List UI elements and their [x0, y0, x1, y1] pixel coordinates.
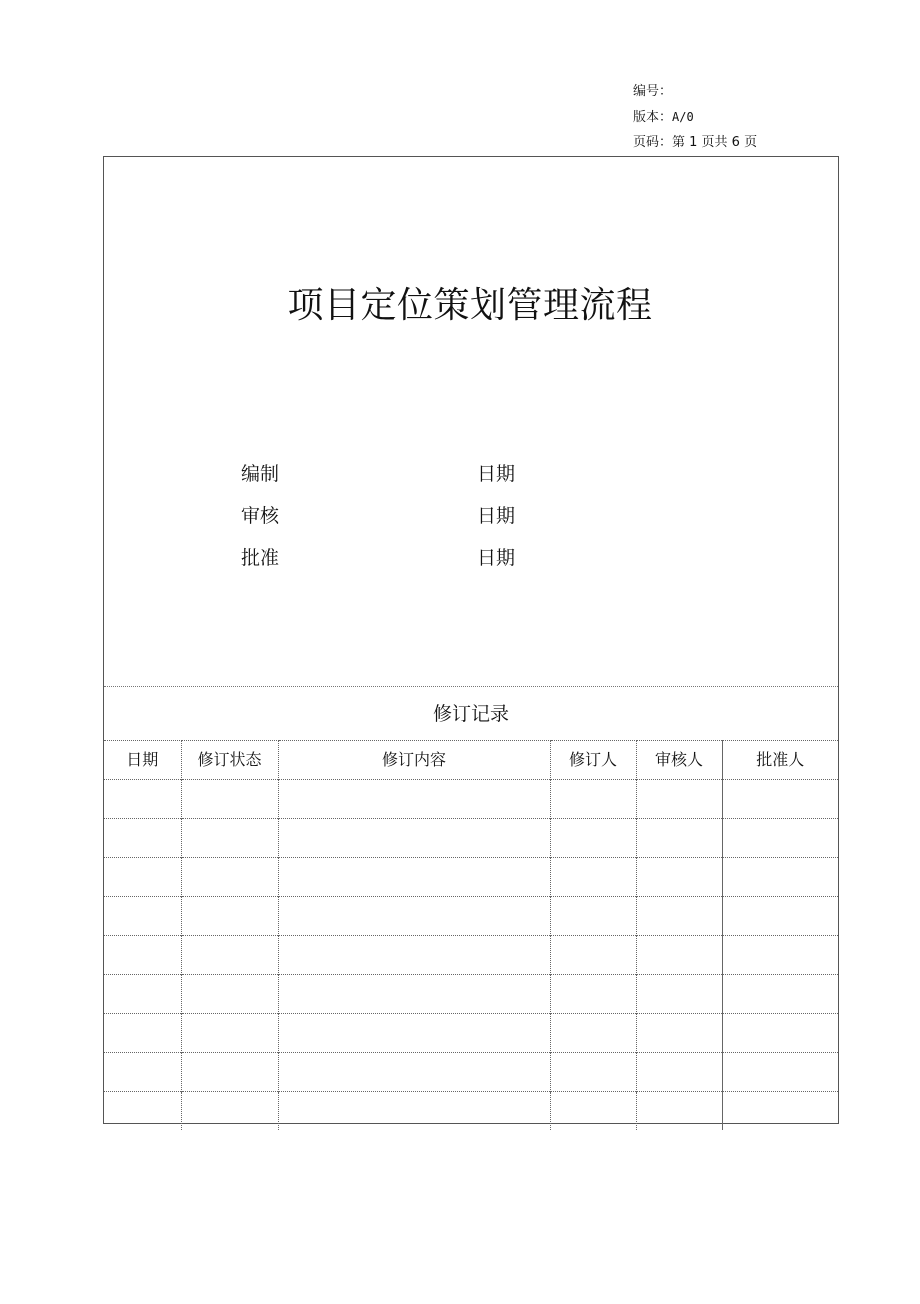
cell-reviser[interactable]: [550, 1092, 636, 1131]
col-header-content: 修订内容: [278, 741, 550, 780]
cell-reviewer[interactable]: [636, 1053, 722, 1092]
revision-record-title: 修订记录: [432, 703, 509, 725]
signoff-role-approved: 批准: [241, 547, 280, 569]
page-indicator: [633, 135, 757, 151]
revision-header-row: [104, 741, 838, 780]
revision-table: [104, 740, 838, 1130]
table-row: [104, 936, 838, 975]
doc-version-value: A/0: [672, 110, 694, 124]
table-row: [104, 819, 838, 858]
cell-reviser[interactable]: [550, 897, 636, 936]
table-row: [104, 1092, 838, 1131]
page-indicator-label: 页码：: [633, 135, 673, 150]
document-title: 项目定位策划管理流程: [287, 285, 653, 326]
cell-approver[interactable]: [722, 1053, 838, 1092]
cell-reviewer[interactable]: [636, 975, 722, 1014]
cell-content[interactable]: [278, 1014, 550, 1053]
cell-date[interactable]: [104, 1053, 181, 1092]
table-row: [104, 858, 838, 897]
cell-reviser[interactable]: [550, 780, 636, 819]
cell-approver[interactable]: [722, 936, 838, 975]
cell-reviser[interactable]: [550, 936, 636, 975]
cell-approver[interactable]: [722, 780, 838, 819]
cell-reviewer[interactable]: [636, 1014, 722, 1053]
cell-approver[interactable]: [722, 819, 838, 858]
cell-reviser[interactable]: [550, 1014, 636, 1053]
cell-date[interactable]: [104, 897, 181, 936]
cell-approver[interactable]: [722, 897, 838, 936]
cell-date[interactable]: [104, 1092, 181, 1131]
cell-status[interactable]: [181, 975, 278, 1014]
cell-date[interactable]: [104, 819, 181, 858]
cell-reviewer[interactable]: [636, 936, 722, 975]
cell-reviser[interactable]: [550, 819, 636, 858]
doc-number: [633, 83, 672, 100]
signoff-date-prepared: 日期: [477, 463, 516, 485]
cell-content[interactable]: [278, 936, 550, 975]
cell-status[interactable]: [181, 936, 278, 975]
cell-content[interactable]: [278, 975, 550, 1014]
cell-status[interactable]: [181, 1053, 278, 1092]
cell-reviser[interactable]: [550, 975, 636, 1014]
col-header-status: 修订状态: [181, 741, 278, 780]
cell-reviser[interactable]: [550, 858, 636, 897]
col-header-date: 日期: [104, 741, 181, 780]
cell-reviewer[interactable]: [636, 897, 722, 936]
signoff-date-approved: 日期: [477, 547, 516, 569]
cell-content[interactable]: [278, 780, 550, 819]
signoff-role-prepared: 编制: [241, 463, 280, 485]
cell-date[interactable]: [104, 858, 181, 897]
cell-approver[interactable]: [722, 858, 838, 897]
cell-approver[interactable]: [722, 975, 838, 1014]
cell-reviewer[interactable]: [636, 858, 722, 897]
cell-content[interactable]: [278, 1053, 550, 1092]
page-indicator-value: 第 1 页共 6 页: [672, 135, 758, 150]
cell-reviser[interactable]: [550, 1053, 636, 1092]
cell-date[interactable]: [104, 780, 181, 819]
table-row: [104, 1053, 838, 1092]
doc-version: [633, 109, 694, 126]
cell-status[interactable]: [181, 897, 278, 936]
doc-number-label: 编号：: [633, 84, 673, 99]
signoff-date-reviewed: 日期: [477, 505, 516, 527]
cell-date[interactable]: [104, 975, 181, 1014]
cell-content[interactable]: [278, 897, 550, 936]
cell-reviewer[interactable]: [636, 819, 722, 858]
section-divider: [104, 686, 838, 687]
cell-date[interactable]: [104, 936, 181, 975]
cell-approver[interactable]: [722, 1014, 838, 1053]
table-row: [104, 897, 838, 936]
signoff-role-reviewed: 审核: [241, 505, 280, 527]
cell-content[interactable]: [278, 1092, 550, 1131]
cell-status[interactable]: [181, 858, 278, 897]
doc-version-label: 版本：: [633, 110, 673, 125]
cell-content[interactable]: [278, 819, 550, 858]
table-row: [104, 975, 838, 1014]
cell-status[interactable]: [181, 819, 278, 858]
table-row: [104, 780, 838, 819]
cell-date[interactable]: [104, 1014, 181, 1053]
cell-content[interactable]: [278, 858, 550, 897]
col-header-reviser: 修订人: [550, 741, 636, 780]
revision-table-body: [104, 780, 838, 1131]
cell-reviewer[interactable]: [636, 1092, 722, 1131]
table-row: [104, 1014, 838, 1053]
col-header-reviewer: 审核人: [636, 741, 722, 780]
col-header-approver: 批准人: [722, 741, 838, 780]
cell-reviewer[interactable]: [636, 780, 722, 819]
cell-approver[interactable]: [722, 1092, 838, 1131]
cell-status[interactable]: [181, 1014, 278, 1053]
cell-status[interactable]: [181, 1092, 278, 1131]
cell-status[interactable]: [181, 780, 278, 819]
